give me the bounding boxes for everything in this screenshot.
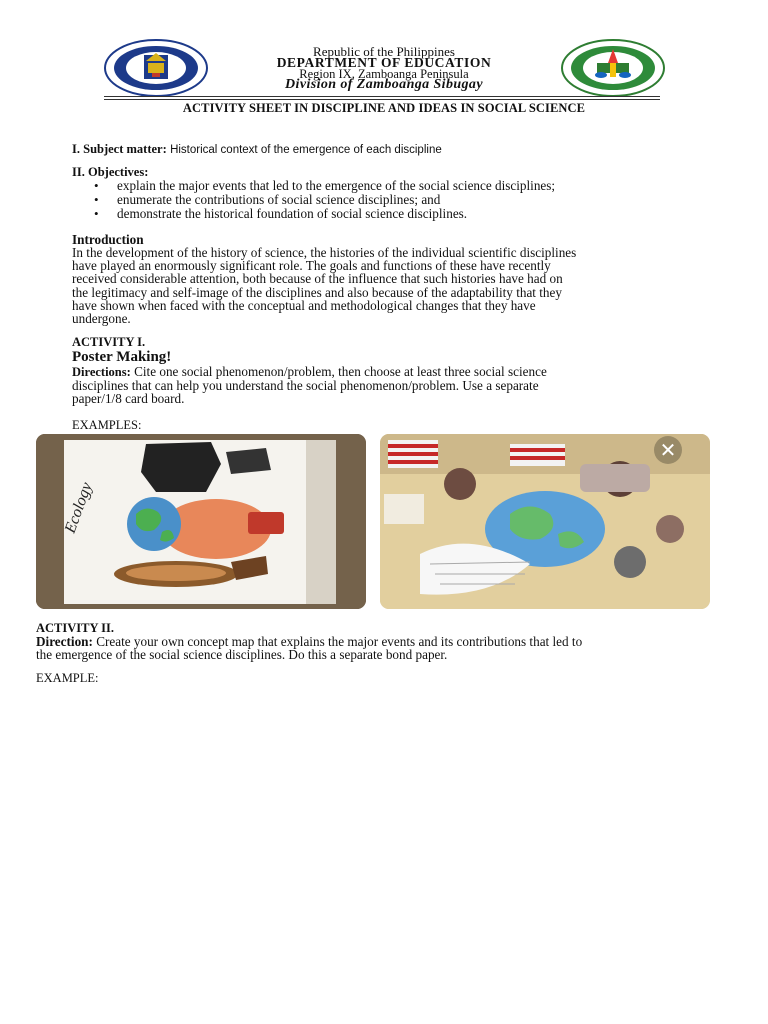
intro-line: have shown when faced with the conceptual and methodological changes that they have — [72, 297, 536, 313]
page-title: ACTIVITY SHEET IN DISCIPLINE AND IDEAS IN SOCIAL SCIENCE — [182, 101, 586, 115]
poster-example-photo-1 — [36, 434, 366, 609]
introduction-heading: Introduction — [72, 232, 144, 247]
directions-label: Directions: — [72, 365, 131, 379]
subject-matter — [72, 142, 442, 157]
intro-line: the legitimacy and self-image of the disciplines and also because of the adaptability that they — [72, 284, 562, 300]
intro-line: have played an enormously significant role. The goals and functions of these have recently — [72, 258, 551, 274]
subject-value: Historical context of the emergence of each discipline — [170, 144, 442, 156]
poster-example-photo-2 — [380, 434, 710, 609]
activity-1-section — [72, 336, 752, 432]
objectives-list — [72, 179, 712, 221]
objective-item: • explain the major events that led to the emergence of the social science disciplines; — [72, 179, 712, 193]
department-line: DEPARTMENT OF EDUCATION — [276, 55, 492, 70]
header-rule-top — [104, 96, 660, 97]
activity-2-label: ACTIVITY II. — [36, 621, 115, 635]
intro-line: undergone. — [72, 311, 131, 327]
poster-illustration-1 — [36, 434, 366, 609]
activity-1-label: ACTIVITY I. — [72, 335, 146, 349]
region-line: Region IX, Zamboanga Peninsula — [299, 67, 469, 81]
objectives-label: II. Objectives: — [72, 165, 149, 179]
directions-line: disciplines that can help you understand the social phenomenon/problem. Use a separate — [72, 378, 539, 394]
direction-label: Direction: — [36, 634, 93, 649]
header-rule-bottom — [104, 99, 660, 100]
objectives-section — [72, 165, 712, 221]
close-icon[interactable]: ✕ — [659, 438, 677, 462]
republic-line: Republic of the Philippines — [313, 44, 455, 59]
direction-line: Create your own concept map that explains the major events and its contributions that led to — [92, 634, 583, 649]
division-line: Division of Zamboanga Sibugay — [285, 77, 483, 92]
subject-label: I. Subject matter: — [72, 142, 167, 156]
activity-2-section — [36, 622, 756, 686]
intro-line: received considerable attention, both because of the influence that such histories have had on — [72, 271, 563, 287]
activity-1-directions — [72, 365, 752, 379]
direction-line: the emergence of the social science disciplines. Do this a separate bond paper. — [36, 647, 448, 663]
objective-item: • demonstrate the historical foundation of social science disciplines. — [72, 207, 712, 221]
objective-item: • enumerate the contributions of social science disciplines; and — [72, 193, 712, 207]
intro-line: In the development of the history of science, the histories of the individual scientific disciplines — [72, 245, 577, 260]
directions-line: Cite one social phenomenon/problem, then choose at least three social science — [130, 364, 547, 379]
activity-1-heading: Poster Making! — [72, 349, 172, 365]
examples-label: EXAMPLES: — [72, 417, 142, 432]
example-label: EXAMPLE: — [36, 671, 99, 686]
poster-1-caption: Ecology — [61, 480, 96, 536]
introduction-section — [72, 233, 752, 325]
directions-line: paper/1/8 card board. — [72, 391, 185, 407]
